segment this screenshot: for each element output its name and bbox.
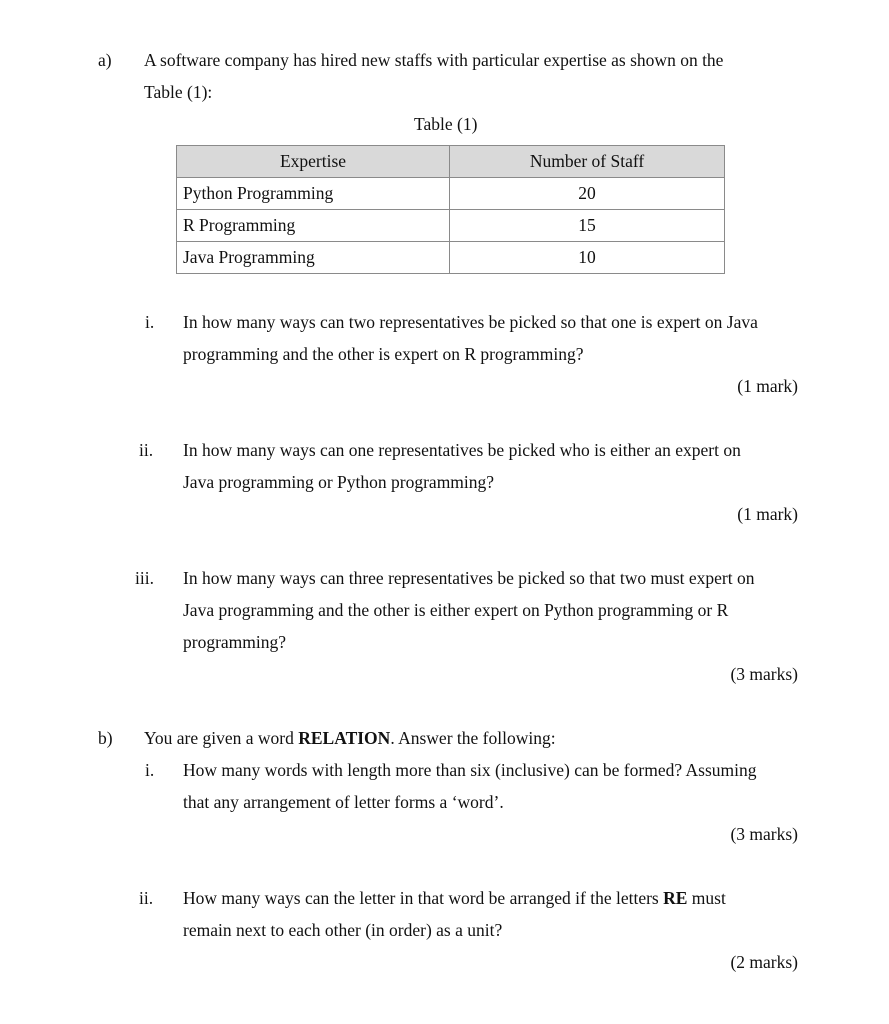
- question-b-ii-line2: remain next to each other (in order) as a unit?: [183, 920, 503, 940]
- header-number-of-staff: Number of Staff: [450, 146, 725, 178]
- question-b-ii-number: ii.: [139, 888, 154, 908]
- table-caption: Table (1): [414, 114, 478, 134]
- table-row: [177, 178, 725, 210]
- question-b-ii-line1-pre: How many ways can the letter in that word be arranged if the letters: [183, 888, 664, 908]
- question-a-ii-number: ii.: [139, 440, 154, 460]
- question-b-ii-marks: (2 marks): [730, 952, 798, 972]
- question-a-i-marks: (1 mark): [737, 376, 798, 396]
- cell-expertise: Java Programming: [177, 242, 450, 274]
- question-b-i-number: i.: [145, 760, 155, 780]
- question-a-ii-marks: (1 mark): [737, 504, 798, 524]
- cell-expertise: Python Programming: [177, 178, 450, 210]
- question-a-i-line2: programming and the other is expert on R programming?: [183, 344, 584, 364]
- part-b-intro-post: . Answer the following:: [390, 728, 556, 748]
- part-a-label: a): [98, 50, 112, 70]
- question-b-i-line2: that any arrangement of letter forms a ‘word’.: [183, 792, 504, 812]
- table-header-row: [177, 146, 725, 178]
- cell-count: 20: [450, 178, 725, 210]
- part-b-intro-pre: You are given a word: [144, 728, 299, 748]
- table-row: [177, 242, 725, 274]
- question-b-i-marks: (3 marks): [730, 824, 798, 844]
- part-a-intro-line2: Table (1):: [144, 82, 213, 102]
- question-b-i-line1: How many words with length more than six (inclusive) can be formed? Assuming: [183, 760, 757, 780]
- question-a-iii-line2: Java programming and the other is either expert on Python programming or R: [183, 600, 729, 620]
- question-a-i-number: i.: [145, 312, 155, 332]
- part-a-intro-line1: A software company has hired new staffs with particular expertise as shown on the: [144, 50, 724, 70]
- part-b-label: b): [98, 728, 113, 748]
- part-b-intro: [144, 728, 556, 749]
- question-b-ii-line1-post: must: [687, 888, 726, 908]
- question-a-iii-marks: (3 marks): [730, 664, 798, 684]
- letters-re: RE: [663, 888, 688, 908]
- cell-expertise: R Programming: [177, 210, 450, 242]
- question-b-ii-line1: [183, 888, 726, 909]
- cell-count: 10: [450, 242, 725, 274]
- question-a-iii-line3: programming?: [183, 632, 287, 652]
- question-a-i-line1: In how many ways can two representatives be picked so that one is expert on Java: [183, 312, 758, 332]
- question-a-iii-number: iii.: [135, 568, 154, 588]
- question-a-ii-line2: Java programming or Python programming?: [183, 472, 495, 492]
- question-a-iii-line1: In how many ways can three representatives be picked so that two must expert on: [183, 568, 755, 588]
- question-a-ii-line1: In how many ways can one representatives be picked who is either an expert on: [183, 440, 741, 460]
- header-expertise: Expertise: [177, 146, 450, 178]
- staff-table: [176, 145, 725, 274]
- word-relation: RELATION: [298, 728, 391, 748]
- table-row: [177, 210, 725, 242]
- cell-count: 15: [450, 210, 725, 242]
